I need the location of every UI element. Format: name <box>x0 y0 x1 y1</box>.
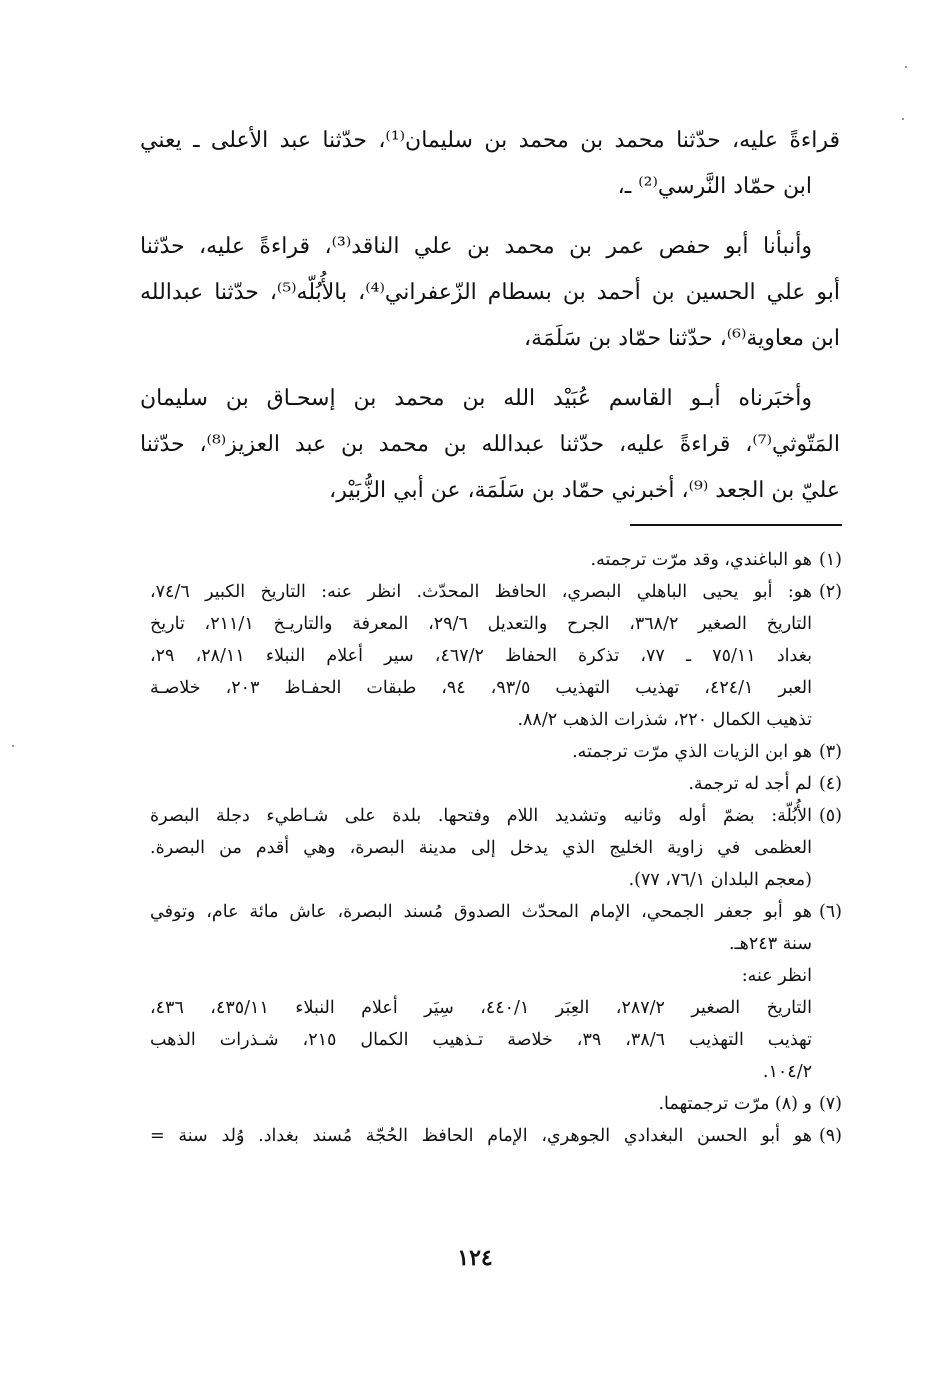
footnote-line: تهذيب التهذيب ٣٨/٦، ٣٩، خلاصة تـذهيب الكمال ٢١٥، شـذرات الذهب <box>150 1030 812 1050</box>
footnote-6 <box>150 896 842 1088</box>
text-line: ابن معاوية⁽⁶⁾، حدّثنا حمّاد بن سَلَمَة، <box>524 326 840 351</box>
scan-speck <box>12 745 14 747</box>
footnote-line: العبر ٤٢٤/١، تهذيب التهذيب ٩٣/٥، ٩٤، طبقات الحفـاظ ٢٠٣، خلاصـة <box>150 678 812 698</box>
footnote-number: (٥) <box>818 806 842 826</box>
footnote-2 <box>150 576 842 736</box>
footnote-line: (معجم البلدان ٧٦/١، ٧٧). <box>628 870 812 890</box>
footnote-line: هو أبو جعفر الجمحي، الإمام المحدّث الصدوق مُسند البصرة، عاش مائة عام، وتوفي <box>150 902 812 922</box>
footnote-line: التاريخ الصغير ٣٦٨/٢، الجرح والتعديل ٢٩/٦، المعرفة والتاريـخ ٢١١/١، تاريخ <box>150 614 812 634</box>
paragraph-3 <box>140 376 840 514</box>
footnote-number: (٩) <box>818 1126 842 1146</box>
page-number: ١٢٤ <box>457 1245 493 1271</box>
footnote-number: (٣) <box>818 742 842 762</box>
paragraph-2 <box>140 224 840 362</box>
footnote-number: (٢) <box>818 582 842 602</box>
footnote-line: العظمى في زاوية الخليج الذي يدخل إلى مدينة البصرة، وهي أقدم من البصرة. <box>150 838 812 858</box>
footnote-line: سنة ٢٤٣هـ. <box>728 934 812 954</box>
footnote-7 <box>150 1088 842 1120</box>
footnote-line: بغداد ٧٥/١١ ـ ٧٧، تذكرة الحفاظ ٤٦٧/٢، سير أعلام النبلاء ٢٨/١١، ٢٩، <box>150 646 812 666</box>
text-line: عليّ بن الجعد ⁽⁹⁾، أخبرني حمّاد بن سَلَمَة، عن أبي الزُّبَيْر، <box>329 478 840 503</box>
footnote-line: تذهيب الكمال ٢٢٠، شذرات الذهب ٨٨/٢. <box>517 710 812 730</box>
footnote-line: ١٠٤/٢. <box>762 1062 812 1082</box>
main-text <box>140 118 840 528</box>
footnote-line: و (٨) مرّت ترجمتهما. <box>658 1094 812 1114</box>
footnote-line: هو أبو الحسن البغدادي الجوهري، الإمام الحافظ الحُجّة مُسند بغداد. وُلد سنة = <box>150 1126 812 1146</box>
footnote-number: (٧) <box>818 1094 842 1114</box>
footnote-4 <box>150 768 842 800</box>
footnote-number: (١) <box>818 550 842 570</box>
footnote-line: هو الباغندي، وقد مرّت ترجمته. <box>590 550 812 570</box>
paragraph-1 <box>140 118 840 210</box>
footnote-line: هو: أبو يحيى الباهلي البصري، الحافظ المحدّث. انظر عنه: التاريخ الكبير ٧٤/٦، <box>150 582 812 602</box>
footnote-line: انظر عنه: <box>741 966 812 986</box>
footnotes <box>150 544 842 1152</box>
footnote-line: هو ابن الزيات الذي مرّت ترجمته. <box>572 742 812 762</box>
scan-speck <box>905 66 907 68</box>
text-line: ابن حمّاد النَّرسي⁽²⁾ ـ، <box>617 174 812 199</box>
footnote-5 <box>150 800 842 896</box>
footnote-9 <box>150 1120 842 1152</box>
footnote-number: (٤) <box>818 774 842 794</box>
text-line: قراءةً عليه، حدّثنا محمد بن محمد بن سليمان⁽¹⁾، حدّثنا عبد الأعلى ـ يعني <box>140 128 840 153</box>
footnote-line: الأُبُلّة: بضمّ أوله وثانيه وتشديد اللام وفتحها. بلدة على شـاطيء دجلة البصرة <box>150 806 812 826</box>
text-line: وأنبأنا أبو حفص عمر بن محمد بن علي الناقد⁽³⁾، قراءةً عليه، حدّثنا <box>140 234 812 259</box>
scan-speck <box>902 118 904 120</box>
text-line: المَتّوثي⁽⁷⁾، قراءةً عليه، حدّثنا عبدالله بن محمد بن عبد العزيز⁽⁸⁾، حدّثنا <box>140 432 840 457</box>
footnote-line: التاريخ الصغير ٢٨٧/٢، العِبَر ٤٤٠/١، سِيَر أعلام النبلاء ٤٣٥/١١، ٤٣٦، <box>150 998 812 1018</box>
footnote-line: لم أجد له ترجمة. <box>688 774 812 794</box>
footnote-3 <box>150 736 842 768</box>
footnote-1 <box>150 544 842 576</box>
text-line: وأخبَرناه أبـو القاسم عُبَيْد الله بن محمد بن إسحـاق بن سليمان <box>140 386 812 411</box>
footnote-separator <box>630 524 842 526</box>
footnote-number: (٦) <box>818 902 842 922</box>
text-line: أبو علي الحسين بن أحمد بن بسطام الزّعفراني⁽⁴⁾، بالأُبُلّه⁽⁵⁾، حدّثنا عبدالله <box>140 280 840 305</box>
